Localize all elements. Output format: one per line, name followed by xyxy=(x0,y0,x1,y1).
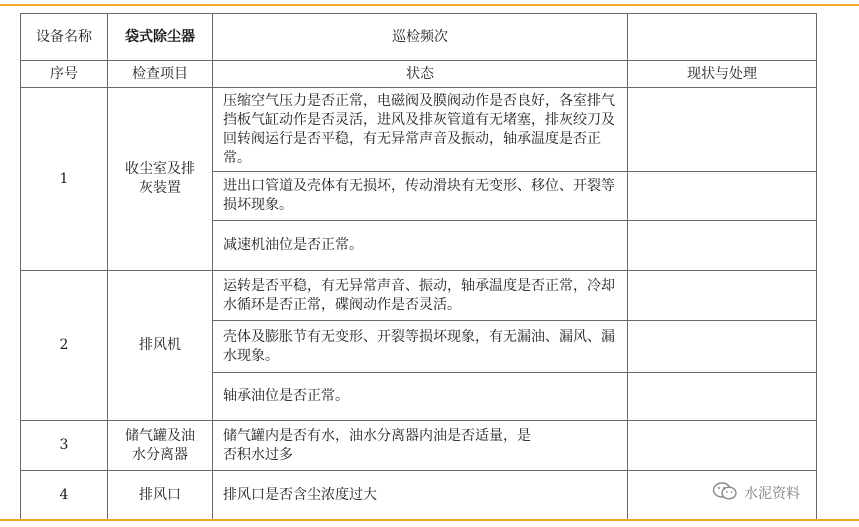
state-cell: 壳体及膨胀节有无变形、开裂等损坏现象，有无漏油、漏风、漏水现象。 xyxy=(213,321,628,373)
check-item: 储气罐及油水分离器 xyxy=(108,421,213,471)
inspection-table xyxy=(20,13,817,521)
result-cell xyxy=(628,373,817,421)
header-row xyxy=(21,14,817,61)
state-cell: 储气罐内是否有水，油水分离器内油是否适量，是否积水过多 xyxy=(213,421,628,471)
equipment-name: 袋式除尘器 xyxy=(108,14,213,61)
check-item: 排风口 xyxy=(108,471,213,521)
top-accent-rule xyxy=(0,4,859,6)
column-header-state: 状态 xyxy=(213,61,628,88)
watermark-text: 水泥资料 xyxy=(744,486,800,502)
bottom-accent-rule xyxy=(0,519,859,521)
state-cell: 减速机油位是否正常。 xyxy=(213,221,628,271)
result-cell xyxy=(628,321,817,373)
wechat-icon xyxy=(712,481,738,505)
state-cell: 压缩空气压力是否正常，电磁阀及膜阀动作是否良好，各室排气挡板气缸动作是否灵活，进风及排灰管道有无堵塞，排灰绞刀及回转阀运行是否平稳，有无异常声音及振动，轴承温度是否正常。 xyxy=(213,88,628,172)
frequency-label: 巡检频次 xyxy=(213,14,628,61)
row-number: 4 xyxy=(21,471,108,521)
result-cell xyxy=(628,88,817,172)
equipment-label: 设备名称 xyxy=(21,14,108,61)
table-row xyxy=(21,88,817,172)
table-row xyxy=(21,271,817,321)
state-cell: 排风口是否含尘浓度过大 xyxy=(213,471,628,521)
check-item: 排风机 xyxy=(108,271,213,421)
watermark xyxy=(712,481,800,505)
result-cell xyxy=(628,271,817,321)
result-cell xyxy=(628,421,817,471)
row-number: 2 xyxy=(21,271,108,421)
state-cell: 轴承油位是否正常。 xyxy=(213,373,628,421)
state-cell: 进出口管道及壳体有无损坏，传动滑块有无变形、移位、开裂等损坏现象。 xyxy=(213,172,628,221)
frequency-value xyxy=(628,14,817,61)
table-row xyxy=(21,471,817,521)
check-item: 收尘室及排灰装置 xyxy=(108,88,213,271)
column-header-row xyxy=(21,61,817,88)
state-cell: 运转是否平稳，有无异常声音、振动，轴承温度是否正常，冷却水循环是否正常，碟阀动作是否灵活。 xyxy=(213,271,628,321)
row-number: 1 xyxy=(21,88,108,271)
result-cell xyxy=(628,172,817,221)
column-header-no: 序号 xyxy=(21,61,108,88)
result-cell xyxy=(628,221,817,271)
table-row xyxy=(21,421,817,471)
row-number: 3 xyxy=(21,421,108,471)
column-header-item: 检查项目 xyxy=(108,61,213,88)
column-header-result: 现状与处理 xyxy=(628,61,817,88)
